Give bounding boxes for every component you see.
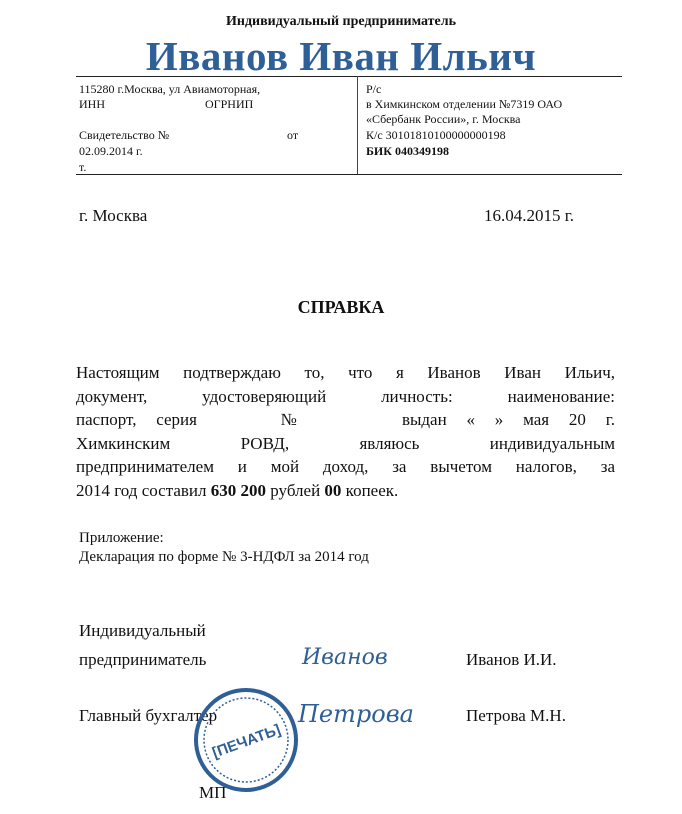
ip-printed-name: Иванов И.И.: [466, 650, 557, 669]
certificate-body: [76, 361, 615, 502]
address: 115280 г.Москва, ул Авиамоторная,: [79, 82, 261, 96]
body-line-3: паспорт, серия № выдан « » мая 20 г.: [76, 410, 615, 429]
attachment-label: Приложение:: [79, 530, 164, 546]
body-line-1: Настоящим подтверждаю то, что я Иванов Иван Ильич,: [76, 363, 615, 382]
ip-signature: Иванов: [302, 645, 388, 670]
place: г. Москва: [79, 206, 148, 225]
stamp-text: [ПЕЧАТЬ]: [210, 721, 283, 762]
letterhead-owner-name: Иванов Иван Ильич: [145, 33, 537, 79]
t-abbrev: т.: [79, 160, 87, 174]
body-line-4: Химкинским РОВД, являюсь индивидуальным: [76, 433, 615, 453]
income-kopecks: 00: [324, 480, 342, 500]
body-line-2: документ, удостоверяющий личность: наименование:: [76, 386, 616, 406]
document-title: СПРАВКА: [297, 297, 385, 317]
ogrnip-label: ОГРНИП: [205, 97, 254, 111]
corr-account: К/с 30101810100000000198: [366, 128, 506, 142]
attachment-text: Декларация по форме № 3-НДФЛ за 2014 год: [79, 549, 369, 565]
certificate-date: 02.09.2014 г.: [79, 144, 143, 158]
bank-branch: в Химкинском отделении №7319 ОАО: [366, 97, 563, 111]
bank-name: «Сбербанк России», г. Москва: [366, 112, 521, 126]
letterhead-column-divider: [357, 76, 358, 174]
income-amount: 630 200: [210, 480, 267, 500]
letterhead-top-rule: [76, 76, 622, 77]
ip-role-line-2: предприниматель: [79, 650, 207, 669]
mp-label: МП: [199, 783, 227, 802]
accountant-role: Главный бухгалтер: [79, 706, 218, 725]
inn-label: ИНН: [79, 97, 105, 111]
stamp-seal: [192, 686, 300, 794]
ip-role-line-1: Индивидуальный: [79, 621, 206, 640]
letterhead-bottom-rule: [76, 174, 622, 175]
document-date: 16.04.2015 г.: [484, 206, 575, 225]
certificate-label: Свидетельство №: [79, 128, 170, 142]
body-line-6: 2014 год составил 630 200 рублей 00 копеек.: [76, 480, 399, 500]
certificate-from-label: от: [287, 128, 299, 142]
account-label: Р/с: [366, 82, 382, 96]
bik: БИК 040349198: [366, 144, 449, 158]
letterhead-title: Индивидуальный предприниматель: [225, 14, 456, 29]
accountant-signature: Петрова: [298, 700, 414, 728]
body-line-5: предпринимателем и мой доход, за вычетом налогов, за: [76, 457, 615, 476]
accountant-printed-name: Петрова М.Н.: [466, 706, 566, 725]
